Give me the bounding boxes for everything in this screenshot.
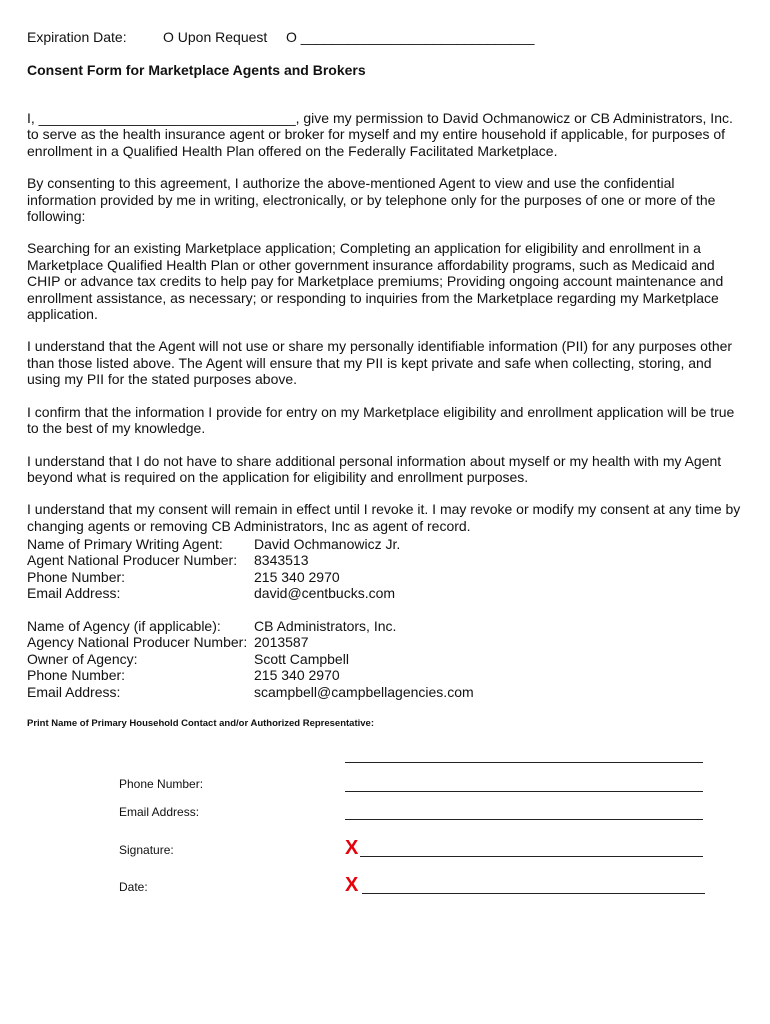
print-name-heading: Print Name of Primary Household Contact and/or Authorized Representative: xyxy=(27,718,374,729)
info-label: Agency National Producer Number: xyxy=(27,634,248,651)
info-label: Phone Number: xyxy=(27,667,126,684)
email-address-field[interactable] xyxy=(345,819,703,820)
signature-field[interactable] xyxy=(360,856,703,857)
paragraph-confirm: I confirm that the information I provide for entry on my Marketplace eligibility and enrollment application will be true to the best of my knowledge. xyxy=(27,403,735,437)
info-value: 215 340 2970 xyxy=(254,568,340,585)
info-label: Agent National Producer Number: xyxy=(27,552,238,569)
info-value: scampbell@campbellagencies.com xyxy=(254,683,474,700)
agent-name-row xyxy=(27,536,400,552)
email-address-label: Email Address: xyxy=(119,805,200,819)
agency-info-block xyxy=(27,618,474,700)
paragraph-permission: I, _________________________________, give my permission to David Ochmanowicz or CB Administrators, Inc. to serve as the health insurance agent or broker for myself and my entire household if applicable, for purposes of enrollment in a Qualified Health Plan offered on the Federally Facilitated Marketplace. xyxy=(27,110,733,159)
info-value: CB Administrators, Inc. xyxy=(254,618,397,634)
date-x-icon: X xyxy=(345,874,359,896)
phone-number-field[interactable] xyxy=(345,791,703,792)
info-value: 2013587 xyxy=(254,634,309,651)
date-field[interactable] xyxy=(362,893,705,894)
agency-email-row xyxy=(27,684,474,700)
info-value: 8343513 xyxy=(254,552,309,569)
paragraph-revoke: I understand that my consent will remain in effect until I revoke it. I may revoke or modify my consent at any time by changing agents or removing CB Administrators, Inc as agent of record. xyxy=(27,501,741,534)
phone-number-label: Phone Number: xyxy=(119,777,204,791)
date-label: Date: xyxy=(119,880,148,894)
signature-x-icon: X xyxy=(345,837,359,859)
info-label: Owner of Agency: xyxy=(27,650,138,667)
option-upon-request[interactable]: O Upon Request xyxy=(163,29,268,45)
agent-npn-row xyxy=(27,552,400,568)
option-other-date[interactable]: O ______________________________ xyxy=(286,29,535,45)
paragraph-purposes: Searching for an existing Marketplace application; Completing an application for eligibility and enrollment in a Marketplace Qualified Health Plan or other government insurance affordability programs, such as Medicaid and CHIP or advance tax credits to help pay for Marketplace premiums; Providing ongoing account maintenance and enrollment assistance, as necessary; or responding to inquiries from the Marketplace regarding my Marketplace application. xyxy=(27,240,724,323)
print-name-field[interactable] xyxy=(345,762,703,763)
signature-label: Signature: xyxy=(119,843,174,857)
info-value: 215 340 2970 xyxy=(254,667,340,684)
info-label: Name of Agency (if applicable): xyxy=(27,618,221,634)
agency-owner-row xyxy=(27,651,474,667)
info-label: Name of Primary Writing Agent: xyxy=(27,536,223,552)
agency-name-row xyxy=(27,618,474,634)
info-value: david@centbucks.com xyxy=(254,585,396,602)
info-value: Scott Campbell xyxy=(254,650,349,667)
agency-phone-row xyxy=(27,667,474,683)
info-value: David Ochmanowicz Jr. xyxy=(254,536,401,552)
paragraph-authorization: By consenting to this agreement, I authorize the above-mentioned Agent to view and use the confidential information provided by me in writing, electronically, or by telephone only for the purposes of one or more of the following: xyxy=(27,175,716,225)
expiration-label: Expiration Date: xyxy=(27,29,127,45)
form-title: Consent Form for Marketplace Agents and Brokers xyxy=(27,62,366,78)
agent-email-row xyxy=(27,585,400,601)
info-label: Email Address: xyxy=(27,585,121,602)
paragraph-pii: I understand that the Agent will not use or share my personally identifiable information (PII) for any purposes other than those listed above. The Agent will ensure that my PII is kept private and safe when collecting, storing, and using my PII for the stated purposes above. xyxy=(27,338,733,388)
consent-body xyxy=(27,110,745,550)
info-label: Email Address: xyxy=(27,683,121,700)
agency-npn-row xyxy=(27,634,474,650)
agent-info-block xyxy=(27,536,400,602)
paragraph-additional-info: I understand that I do not have to share additional personal information about myself or my health with my Agent beyond what is required on the application for eligibility and enrollment purposes. xyxy=(27,452,722,485)
info-label: Phone Number: xyxy=(27,568,126,585)
agent-phone-row xyxy=(27,569,400,585)
